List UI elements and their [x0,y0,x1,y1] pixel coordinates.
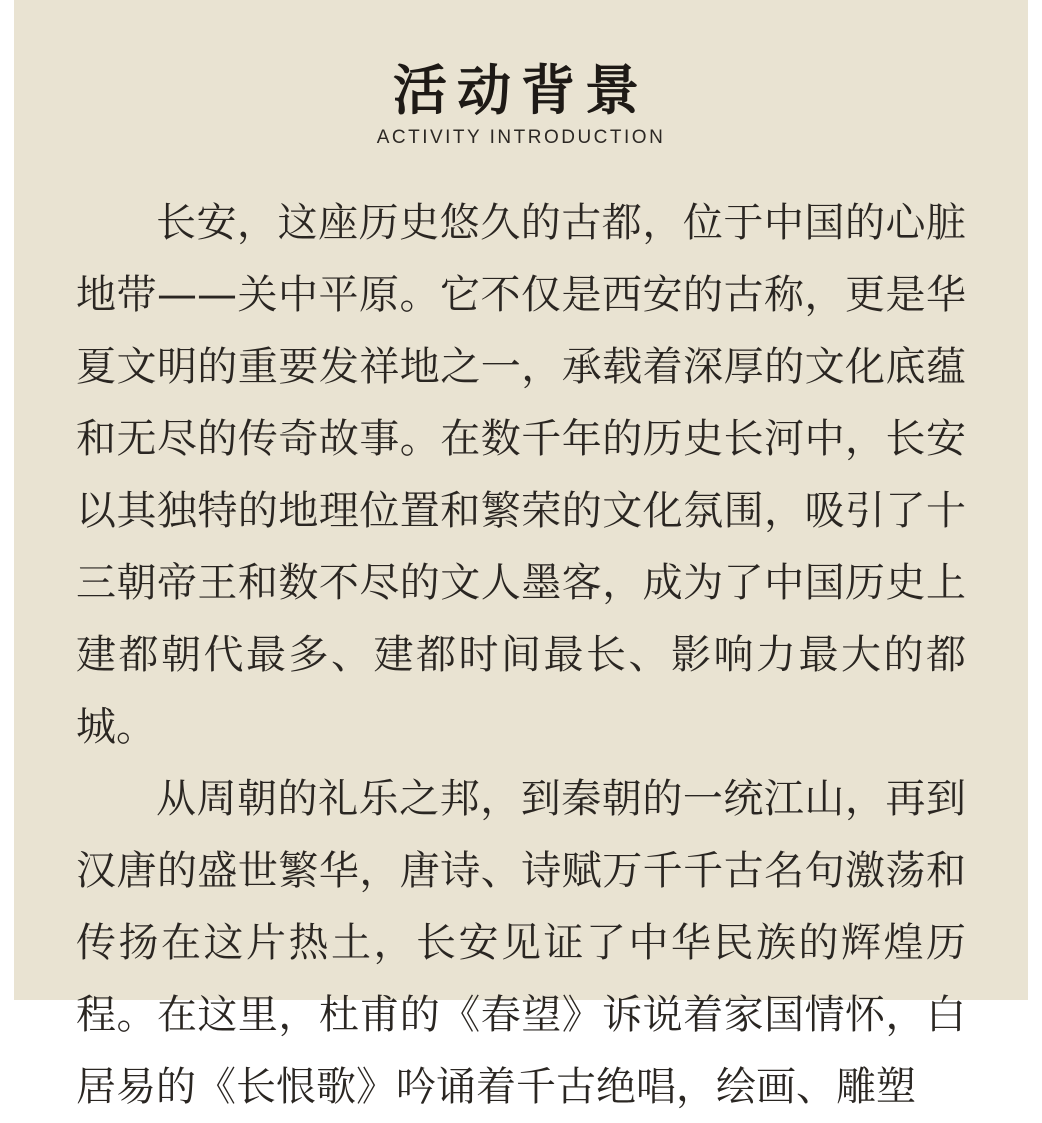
paragraph: 从周朝的礼乐之邦，到秦朝的一统江山，再到汉唐的盛世繁华，唐诗、诗赋万千千古名句激荡和传扬在这片热土，长安见证了中华民族的辉煌历程。在这里，杜甫的《春望》诉说着家国情怀，白居易的《长恨歌》吟诵着千古绝唱，绘画、雕塑 [76,776,966,1110]
section-subtitle: ACTIVITY INTRODUCTION [376,127,666,148]
section-title: 活动背景 [393,58,649,122]
article-body [76,187,966,1123]
content-panel [14,0,1028,1110]
paragraph: 长安，这座历史悠久的古都，位于中国的心脏地带——关中平原。它不仅是西安的古称，更是华夏文明的重要发祥地之一，承载着深厚的文化底蕴和无尽的传奇故事。在数千年的历史长河中，长安以其独特的地理位置和繁荣的文化氛围，吸引了十三朝帝王和数不尽的文人墨客，成为了中国历史上建都朝代最多、建都时间最长、影响力最大的都城。 [76,200,966,750]
